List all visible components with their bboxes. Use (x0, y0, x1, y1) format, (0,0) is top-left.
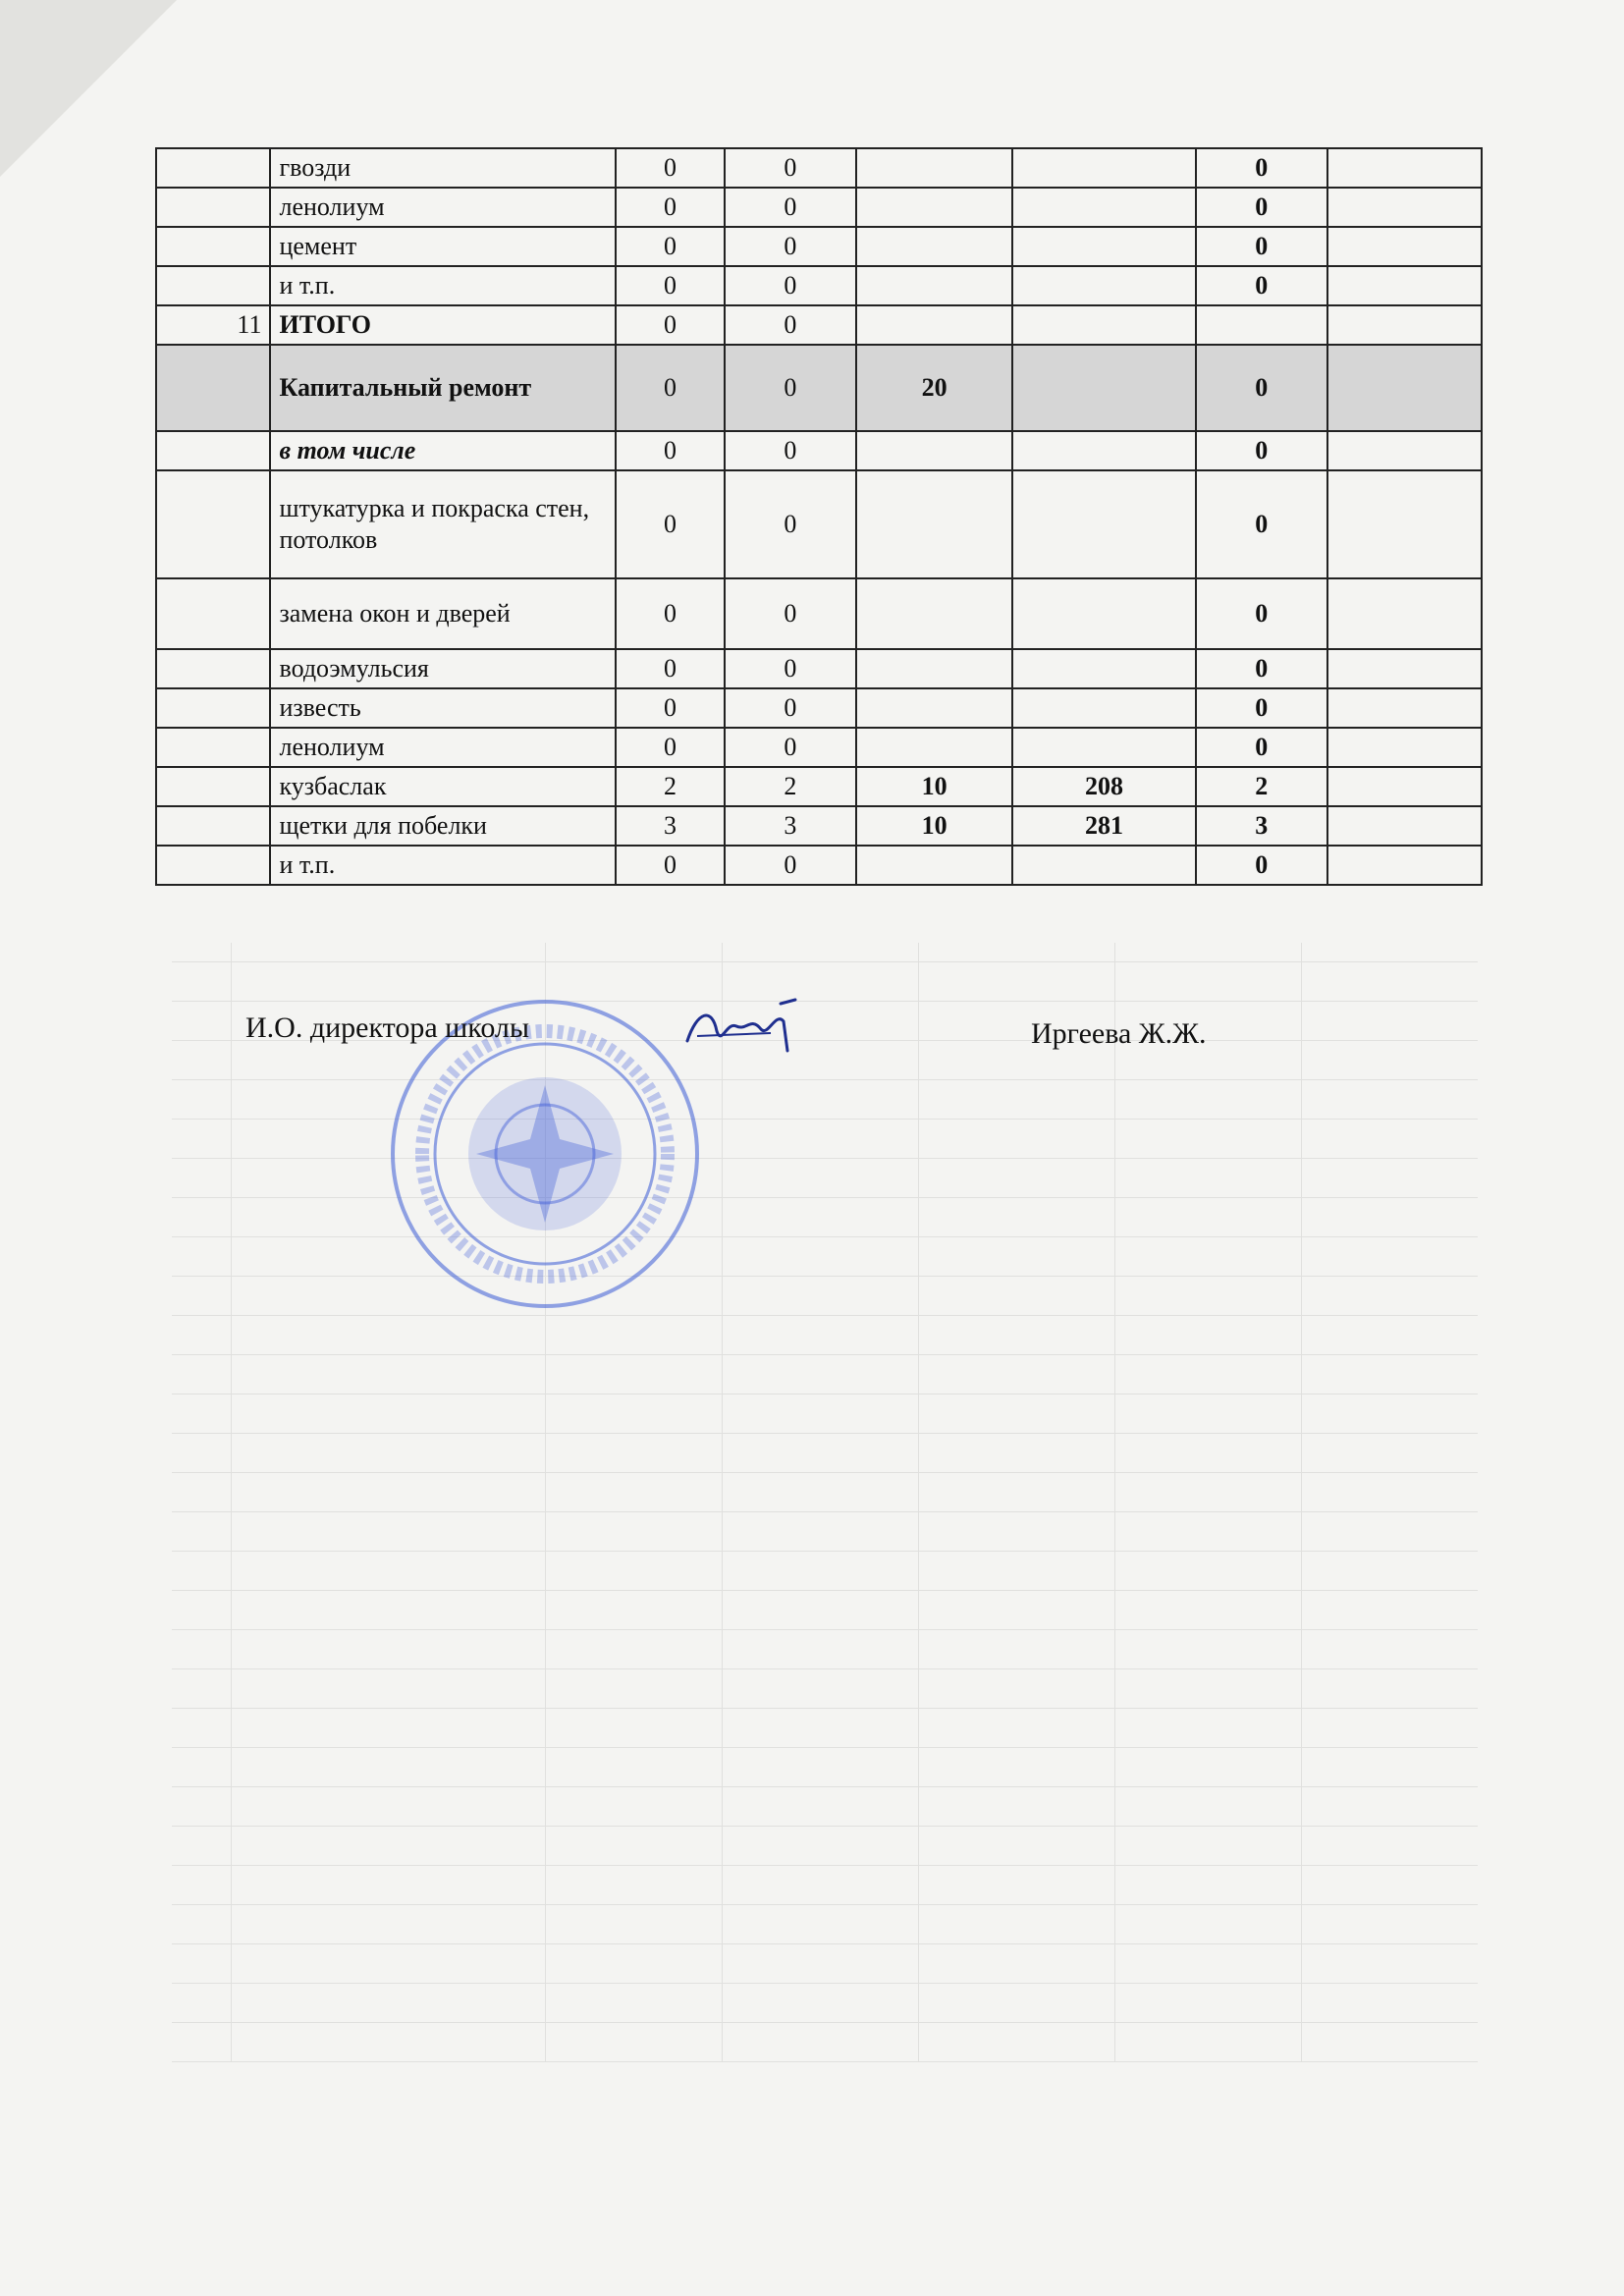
value-cell: 0 (1196, 345, 1327, 431)
value-cell (1327, 578, 1482, 649)
row-number-cell (156, 767, 270, 806)
table-row (156, 305, 1482, 345)
item-name-cell: известь (270, 688, 616, 728)
value-cell (1012, 688, 1195, 728)
value-cell: 0 (725, 227, 856, 266)
value-cell (856, 148, 1013, 188)
value-cell: 0 (616, 148, 725, 188)
value-cell: 0 (1196, 578, 1327, 649)
value-cell (1327, 188, 1482, 227)
value-cell: 0 (1196, 470, 1327, 578)
value-cell (1012, 728, 1195, 767)
row-number-cell (156, 431, 270, 470)
value-cell: 0 (725, 470, 856, 578)
value-cell (1327, 266, 1482, 305)
value-cell: 3 (1196, 806, 1327, 846)
row-number-cell (156, 148, 270, 188)
value-cell: 0 (616, 688, 725, 728)
value-cell (1327, 345, 1482, 431)
bleed-through-table (172, 943, 1478, 2062)
table-row (156, 846, 1482, 885)
value-cell (1012, 345, 1195, 431)
value-cell (1327, 649, 1482, 688)
value-cell: 0 (725, 431, 856, 470)
row-number-cell (156, 470, 270, 578)
value-cell: 281 (1012, 806, 1195, 846)
value-cell: 10 (856, 767, 1013, 806)
row-number-cell: 11 (156, 305, 270, 345)
table-row (156, 345, 1482, 431)
value-cell: 0 (616, 345, 725, 431)
folded-corner (0, 0, 177, 177)
value-cell: 0 (725, 148, 856, 188)
value-cell (856, 431, 1013, 470)
value-cell: 0 (616, 305, 725, 345)
item-name-cell: кузбаслак (270, 767, 616, 806)
table-row (156, 148, 1482, 188)
value-cell: 0 (725, 649, 856, 688)
table-row (156, 767, 1482, 806)
value-cell: 3 (616, 806, 725, 846)
item-name-cell: замена окон и дверей (270, 578, 616, 649)
value-cell: 0 (616, 846, 725, 885)
table-row (156, 266, 1482, 305)
value-cell: 10 (856, 806, 1013, 846)
expenses-table (155, 147, 1483, 886)
value-cell (1012, 227, 1195, 266)
value-cell: 0 (1196, 431, 1327, 470)
value-cell (1327, 806, 1482, 846)
value-cell (1012, 431, 1195, 470)
value-cell: 0 (1196, 148, 1327, 188)
row-number-cell (156, 649, 270, 688)
row-number-cell (156, 806, 270, 846)
value-cell (1012, 266, 1195, 305)
row-number-cell (156, 188, 270, 227)
value-cell: 0 (725, 345, 856, 431)
value-cell: 0 (1196, 728, 1327, 767)
value-cell (856, 578, 1013, 649)
row-number-cell (156, 688, 270, 728)
table-row (156, 470, 1482, 578)
value-cell: 0 (616, 470, 725, 578)
row-number-cell (156, 846, 270, 885)
value-cell (1327, 470, 1482, 578)
item-name-cell: ленолиум (270, 188, 616, 227)
value-cell (1327, 431, 1482, 470)
value-cell: 0 (616, 728, 725, 767)
value-cell: 0 (1196, 266, 1327, 305)
value-cell (1012, 578, 1195, 649)
signatory-role: И.О. директора школы (245, 1011, 530, 1044)
table-row (156, 728, 1482, 767)
row-number-cell (156, 728, 270, 767)
value-cell (1196, 305, 1327, 345)
value-cell: 0 (725, 846, 856, 885)
value-cell: 0 (725, 688, 856, 728)
value-cell (856, 846, 1013, 885)
value-cell (1012, 305, 1195, 345)
item-name-cell: цемент (270, 227, 616, 266)
item-name-cell: гвозди (270, 148, 616, 188)
row-number-cell (156, 578, 270, 649)
item-name-cell: ИТОГО (270, 305, 616, 345)
value-cell: 0 (1196, 688, 1327, 728)
value-cell: 0 (725, 305, 856, 345)
value-cell (1012, 148, 1195, 188)
value-cell: 0 (725, 578, 856, 649)
value-cell (1327, 728, 1482, 767)
row-number-cell (156, 345, 270, 431)
value-cell: 2 (1196, 767, 1327, 806)
value-cell (856, 688, 1013, 728)
value-cell: 0 (725, 728, 856, 767)
item-name-cell: и т.п. (270, 846, 616, 885)
table-row (156, 649, 1482, 688)
value-cell (856, 649, 1013, 688)
value-cell (856, 188, 1013, 227)
value-cell: 0 (725, 266, 856, 305)
value-cell (856, 227, 1013, 266)
value-cell: 20 (856, 345, 1013, 431)
value-cell: 0 (616, 578, 725, 649)
table-row (156, 188, 1482, 227)
value-cell (856, 470, 1013, 578)
value-cell (1327, 846, 1482, 885)
value-cell (1012, 846, 1195, 885)
value-cell (1327, 688, 1482, 728)
value-cell: 0 (1196, 227, 1327, 266)
row-number-cell (156, 266, 270, 305)
item-name-cell: в том числе (270, 431, 616, 470)
table-row (156, 806, 1482, 846)
value-cell: 0 (616, 649, 725, 688)
value-cell (1327, 148, 1482, 188)
value-cell: 0 (1196, 846, 1327, 885)
value-cell (856, 305, 1013, 345)
item-name-cell: щетки для побелки (270, 806, 616, 846)
value-cell: 0 (1196, 188, 1327, 227)
value-cell (1327, 767, 1482, 806)
value-cell: 3 (725, 806, 856, 846)
signatory-name: Иргеева Ж.Ж. (1031, 1017, 1207, 1050)
value-cell: 0 (616, 266, 725, 305)
value-cell: 0 (1196, 649, 1327, 688)
value-cell (856, 266, 1013, 305)
value-cell: 0 (616, 227, 725, 266)
table-row (156, 578, 1482, 649)
value-cell (1327, 305, 1482, 345)
value-cell (856, 728, 1013, 767)
table-body (156, 148, 1482, 885)
value-cell (1012, 649, 1195, 688)
value-cell: 0 (616, 431, 725, 470)
table-row (156, 227, 1482, 266)
table-row (156, 688, 1482, 728)
value-cell (1012, 188, 1195, 227)
item-name-cell: водоэмульсия (270, 649, 616, 688)
value-cell (1327, 227, 1482, 266)
value-cell: 2 (616, 767, 725, 806)
item-name-cell: штукатурка и покраска стен, потолков (270, 470, 616, 578)
value-cell: 2 (725, 767, 856, 806)
value-cell (1012, 470, 1195, 578)
value-cell: 0 (616, 188, 725, 227)
value-cell: 0 (725, 188, 856, 227)
table-row (156, 431, 1482, 470)
item-name-cell: Капитальный ремонт (270, 345, 616, 431)
item-name-cell: ленолиум (270, 728, 616, 767)
row-number-cell (156, 227, 270, 266)
item-name-cell: и т.п. (270, 266, 616, 305)
value-cell: 208 (1012, 767, 1195, 806)
